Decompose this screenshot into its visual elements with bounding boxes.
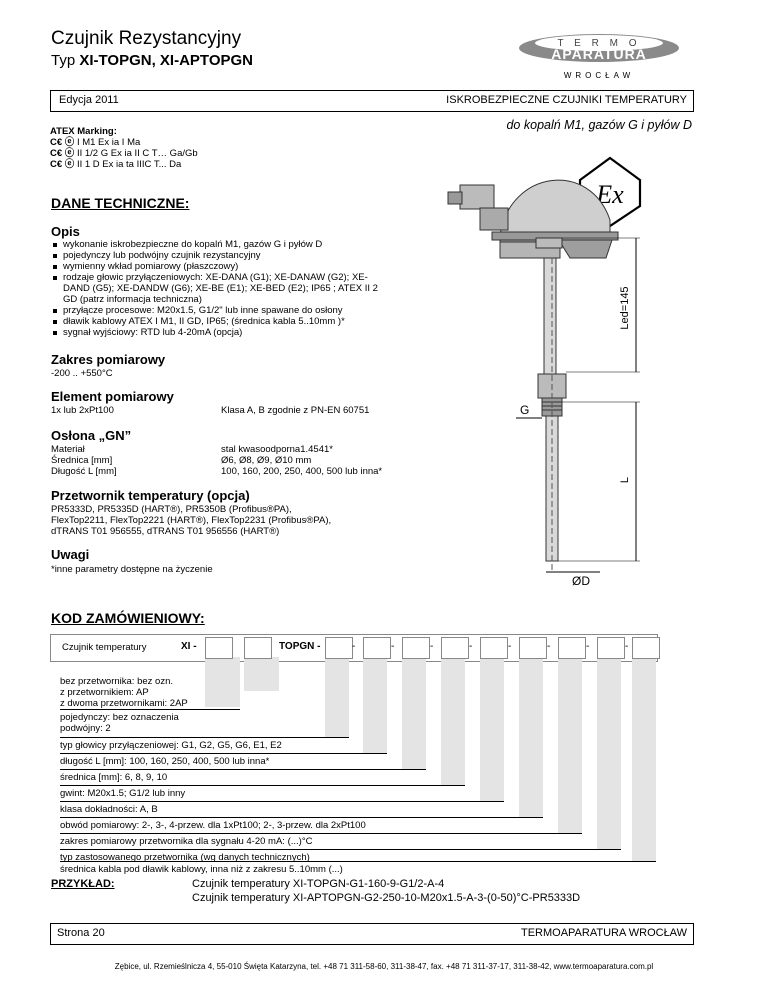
sensor-drawing (440, 140, 700, 600)
kod-row-class: klasa dokładności: A, B (60, 804, 158, 815)
code-box-wires[interactable] (519, 637, 547, 659)
code-box-diameter[interactable] (402, 637, 430, 659)
page-number: Strona 20 (57, 927, 105, 939)
svg-text:G: G (520, 403, 530, 417)
ce-ex-icon: C€ ⓔ (50, 159, 77, 170)
oslona-table: Materiał stal kwasoodporna1.4541* Średnica [mm] Ø6, Ø8, Ø9, Ø10 mm Długość L [mm] 100, 160, 200, 250, 400, 500 lub inna* (51, 444, 383, 477)
ce-ex-icon: C€ ⓔ (50, 148, 77, 159)
przetw-list: PR5333D, PR5335D (HART®), PR5350B (Profibus®PA), FlexTop2211, FlexTop2221 (HART®), FlexTop2231 (Profibus®PA), dTRANS T01 956555, dTRANS T01 956556 (HART®) (51, 504, 332, 537)
category-label: ISKROBEZPIECZNE CZUJNIKI TEMPERATURY (446, 94, 687, 106)
example-line-2: Czujnik temperatury XI-APTOPGN-G2-250-10-M20x1.5-A-3-(0-50)°C-PR5333D (192, 892, 581, 904)
list-item: wykonanie iskrobezpieczne do kopalń M1, gazów G i pyłów D (51, 239, 386, 250)
atex-heading: ATEX Marking: (50, 126, 117, 137)
svg-text:WROCŁAW: WROCŁAW (563, 71, 635, 80)
element-left: 1x lub 2xPt100 (51, 405, 114, 416)
kod-row-head: typ głowicy przyłączeniowej: G1, G2, G5, G6, E1, E2 (60, 740, 282, 751)
example-heading: PRZYKŁAD: (51, 878, 115, 890)
opis-heading: Opis (51, 224, 80, 239)
kod-row-wires: obwód pomiarowy: 2-, 3-, 4-przew. dla 1xPt100; 2-, 3-przew. dla 2xPt100 (60, 820, 366, 831)
code-box-cable[interactable] (632, 637, 660, 659)
kod-xi: XI - (181, 641, 197, 652)
code-box-range[interactable] (558, 637, 586, 659)
zakres-value: -200 .. +550°C (51, 368, 113, 379)
list-item: rodzaje głowic przyłączeniowych: XE-DANA (G1); XE-DANAW (G2); XE-DAND (G5); XE-DANDW (G6); XE-BE (E1); XE-BED (E2); IP65 ; ATEX II 2 GD (patrz informacja techniczna) (51, 272, 386, 305)
kod-row-transmitter-type: typ zastosowanego przetwornika (wg danych technicznych) (60, 852, 310, 863)
kod-heading: KOD ZAMÓWIENIOWY: (51, 610, 205, 626)
przetw-heading: Przetwornik temperatury (opcja) (51, 488, 250, 503)
svg-text:L: L (619, 476, 631, 484)
company-address: Zębice, ul. Rzemieślnicza 4, 55-010 Święta Katarzyna, tel. +48 71 311-58-60, 311-38-47, fax. +48 71 311-37-17, 311-38-42, www.termoaparatura.com.pl (114, 962, 654, 971)
kod-row-thread: gwint: M20x1.5; G1/2 lub inny (60, 788, 186, 799)
list-item: sygnał wyjściowy: RTD lub 4-20mA (opcja) (51, 327, 386, 338)
kod-row-cable: średnica kabla pod dławik kablowy, inna niż z zakresu 5..10mm (...) (60, 864, 343, 875)
ce-ex-icon: C€ ⓔ (50, 137, 77, 148)
code-box-class[interactable] (480, 637, 508, 659)
uwagi-text: *inne parametry dostępne na życzenie (51, 564, 213, 575)
atex-line: C€ ⓔ II 1/2 G Ex ia II C T… Ga/Gb (50, 148, 198, 159)
code-box-transmitter[interactable] (205, 637, 233, 659)
kod-topgn: TOPGN - (279, 641, 321, 652)
list-item: przyłącze procesowe: M20x1.5, G1/2" lub inne spawane do osłony (51, 305, 386, 316)
atex-marking (50, 126, 198, 170)
kod-row-transmitter: bez przetwornika: bez ozn. z przetwornikiem: AP z dwoma przetwornikami: 2AP (60, 676, 188, 709)
svg-text:Ex: Ex (596, 180, 624, 209)
list-item: pojedynczy lub podwójny czujnik rezystancyjny (51, 250, 386, 261)
page-title: Czujnik Rezystancyjny (51, 28, 242, 49)
atex-line: C€ ⓔ I M1 Ex ia I Ma (50, 137, 141, 148)
kod-row-diameter: średnica [mm]: 6, 8, 9, 10 (60, 772, 168, 783)
code-box-transmitter-type[interactable] (597, 637, 625, 659)
element-right: Klasa A, B zgodnie z PN-EN 60751 (221, 405, 370, 416)
list-item: dławik kablowy ATEX I M1, II GD, IP65; (średnica kabla 5..10mm )* (51, 316, 386, 327)
kod-row-range: zakres pomiarowy przetwornika dla sygnału 4-20 mA: (...)°C (60, 836, 313, 847)
edition-label: Edycja 2011 (59, 94, 119, 106)
kod-row-circuit: pojedynczy: bez oznaczenia podwójny: 2 (60, 712, 179, 734)
code-box-thread[interactable] (441, 637, 469, 659)
svg-text:T E R M O: T E R M O (557, 38, 641, 49)
uwagi-heading: Uwagi (51, 547, 90, 562)
termoaparatura-logo (517, 30, 682, 82)
zakres-heading: Zakres pomiarowy (51, 352, 166, 367)
opis-list (51, 239, 386, 338)
subtitle: do kopalń M1, gazów G i pyłów D (506, 118, 692, 132)
kod-label: Czujnik temperatury (62, 642, 147, 653)
atex-line: C€ ⓔ II 1 D Ex ia ta IIIC T... Da (50, 159, 182, 170)
code-box-length[interactable] (363, 637, 391, 659)
svg-text:Led=145: Led=145 (619, 286, 631, 330)
type-line: Typ XI-TOPGN, XI-APTOPGN (51, 52, 253, 69)
dane-heading: DANE TECHNICZNE: (51, 195, 190, 211)
edition-bar (50, 90, 694, 112)
oslona-heading: Osłona „GN” (51, 428, 132, 443)
svg-text:ØD: ØD (572, 574, 590, 588)
footer-bar (50, 923, 694, 945)
list-item: wymienny wkład pomiarowy (płaszczowy) (51, 261, 386, 272)
company-name: TERMOAPARATURA WROCŁAW (520, 927, 687, 939)
svg-text:APARATURA: APARATURA (551, 46, 647, 62)
code-box-circuit[interactable] (244, 637, 272, 659)
element-heading: Element pomiarowy (51, 389, 174, 404)
kod-row-length: długość L [mm]: 100, 160, 250, 400, 500 lub inna* (60, 756, 270, 767)
example-line-1: Czujnik temperatury XI-TOPGN-G1-160-9-G1/2-A-4 (192, 878, 445, 890)
code-box-head[interactable] (325, 637, 353, 659)
